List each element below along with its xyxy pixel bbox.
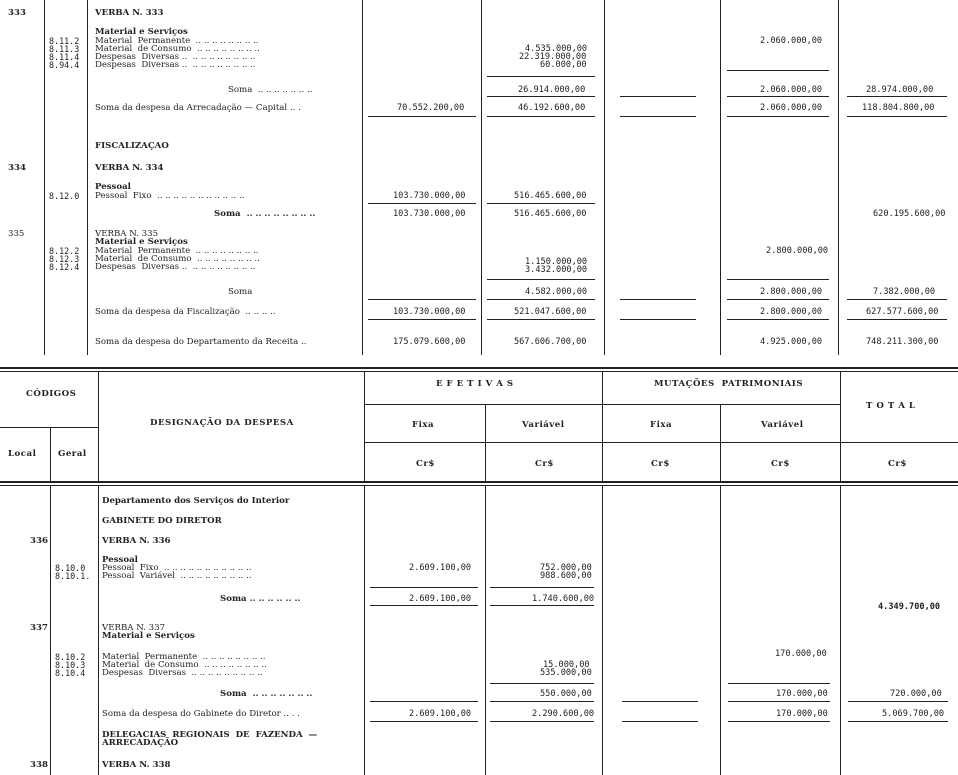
soma-335-v2: 4.582.000,00 [525, 287, 588, 297]
code-8-10-0: 8.10.0 [55, 563, 86, 573]
rule-arr-v2a [487, 96, 595, 97]
hdr-rule-codigos [0, 427, 98, 428]
hdr-rule-var-mfixa [602, 371, 603, 481]
b-rule-desc-fixa [364, 486, 365, 775]
rule-arr-mfb [620, 116, 696, 117]
hdr-rule-desc-fixa [364, 371, 365, 481]
fiscalizacao-heading: FISCALIZAÇAO [95, 141, 169, 151]
rule-gab-mvb [728, 721, 830, 722]
rule-arr-v2b [487, 116, 595, 117]
code-8-94-4: 8.94.4 [49, 60, 80, 70]
header-bottom-rule-2 [0, 485, 958, 486]
b-rule-var-mfixa [602, 486, 603, 775]
gabinete-total: 5.069.700,00 [882, 709, 945, 719]
receita-v1: 175.079.600,00 [393, 337, 466, 347]
hdr-rule-efetivas [364, 404, 840, 405]
verba-333-code: 333 [8, 8, 26, 18]
soma-335-mv: 2.800.000,00 [760, 287, 823, 297]
verba-336-title: VERBA N. 336 [102, 536, 171, 546]
code-8-10-3: 8.10.3 [55, 660, 86, 670]
soma-334-v1: 103.730.000,00 [393, 209, 466, 219]
soma-337-total: 720.000,00 [890, 689, 942, 699]
rule-334-v2 [487, 203, 595, 204]
verba-336-code: 336 [30, 536, 48, 546]
verba-337-code: 337 [30, 623, 48, 633]
rule-335-mv [727, 279, 829, 280]
receita-sum-label: Soma da despesa do Departamento da Receita .. [95, 337, 307, 347]
v2-8-12-3: 1.150.000,00 [525, 257, 588, 267]
code-8-10-2: 8.10.2 [55, 652, 86, 662]
pessoal-336: Pessoal [102, 555, 138, 565]
rule-gab-v1b [370, 721, 478, 722]
label-8-12-0: Pessoal Fixo .. .. .. .. .. .. .. .. .. .. .. [95, 191, 245, 201]
pessoal-334: Pessoal [95, 182, 131, 192]
soma-337-mv: 170.000,00 [776, 689, 828, 699]
v2-8-94-4: 60.000,00 [540, 60, 587, 70]
rule-gab-tb [848, 721, 948, 722]
rule-335-v2 [487, 279, 595, 280]
gabinete-mv: 170.000,00 [776, 709, 828, 719]
local-heading: Local [8, 449, 37, 459]
v1-8-10-0: 2.609.100,00 [409, 563, 472, 573]
mat-serv-337: Material e Serviços [102, 631, 195, 641]
variavel-heading: Variável [522, 420, 565, 430]
rule-gab-v2b [490, 721, 594, 722]
verba-333-title: VERBA N. 333 [95, 8, 164, 18]
code-8-11-4: 8.11.4 [49, 52, 80, 62]
gabinete-v2: 2.290.600,00 [532, 709, 595, 719]
v2-8-10-4: 535.000,00 [540, 668, 592, 678]
label-8-10-3: Material de Consumo .. .. .. .. .. .. .. .. [102, 660, 267, 670]
label-8-10-0: Pessoal Fixo .. .. .. .. .. .. .. .. .. .. .. [102, 563, 252, 573]
hdr-rule-mvar-total [840, 371, 841, 481]
currency-fixa: Cr$ [416, 459, 435, 469]
label-8-10-4: Despesas Diversas .. .. .. .. .. .. .. .. .. [102, 668, 263, 678]
rule-mvar-total [838, 0, 839, 355]
currency-mvariavel: Cr$ [771, 459, 790, 469]
soma-335-total: 7.382.000,00 [873, 287, 936, 297]
mat-serv-333: Material e Serviços [95, 27, 188, 37]
soma-333-mv: 2.060.000,00 [760, 85, 823, 95]
soma-334-label: Soma .. .. .. .. .. .. .. .. [214, 209, 316, 219]
soma-334-total: 620.195.600,00 [873, 209, 946, 219]
code-8-11-2: 8.11.2 [49, 36, 80, 46]
fiscalizacao-total: 627.577.600,00 [866, 307, 939, 317]
dept-heading: Departamento dos Serviços do Interior [102, 496, 290, 506]
rule-fixa-var [481, 0, 482, 355]
soma-334-v2: 516.465.600,00 [514, 209, 587, 219]
rule-fisc-v1b [368, 319, 476, 320]
rule-arr-ta [847, 96, 947, 97]
fixa-heading: Fixa [412, 420, 435, 430]
efetivas-heading: E F E T I V A S [436, 379, 514, 389]
rule-gab-mfb [622, 721, 698, 722]
soma-333-total: 28.974.000,00 [866, 85, 934, 95]
label-8-12-3: Material de Consumo .. .. .. .. .. .. .. .. [95, 254, 260, 264]
mv-8-10-2: 170.000,00 [775, 649, 827, 659]
verba-335-code: 335 [8, 229, 25, 239]
code-8-11-3: 8.11.3 [49, 44, 80, 54]
soma-336-v1: 2.609.100,00 [409, 594, 472, 604]
variavel2-heading: Variável [761, 420, 804, 430]
mat-serv-335: Material e Serviços [95, 237, 188, 247]
code-8-12-0: 8.12.0 [49, 191, 80, 201]
fiscalizacao-v2: 521.047.600,00 [514, 307, 587, 317]
fiscalizacao-v1: 103.730.000,00 [393, 307, 466, 317]
fixa2-heading: Fixa [650, 420, 673, 430]
receita-total: 748.211.300,00 [866, 337, 939, 347]
v2-8-12-0: 516.465.600,00 [514, 191, 587, 201]
soma-333-v2: 26.914.000,00 [518, 85, 586, 95]
rule-fisc-v2a [487, 299, 595, 300]
rule-gab-mfa [622, 701, 698, 702]
v2-8-11-3: 4.535.000,00 [525, 44, 588, 54]
v2-8-10-3: 15.000,00 [543, 660, 590, 670]
rule-337-mv [728, 683, 830, 684]
v2-8-12-4: 3.432.000,00 [525, 265, 588, 275]
arrecadacao-v2: 46.192.600,00 [518, 103, 586, 113]
rule-336-v1b [370, 605, 478, 606]
label-8-12-4: Despesas Diversas .. .. .. .. .. .. .. .. .. [95, 262, 256, 272]
label-8-10-2: Material Permanente .. .. .. .. .. .. .. .. [102, 652, 266, 662]
rule-arr-tb [847, 116, 947, 117]
delegacias-heading-2: ARRECADAÇÃO [102, 738, 179, 748]
code-8-12-4: 8.12.4 [49, 262, 80, 272]
rule-local-geral [44, 0, 45, 355]
designacao-heading: DESIGNAÇÃO DA DESPESA [150, 418, 294, 428]
currency-mfixa: Cr$ [651, 459, 670, 469]
soma-335-label: Soma [228, 287, 253, 297]
fiscalizacao-sum-label: Soma da despesa da Fiscalização .. .. .. .. [95, 307, 276, 317]
rule-gab-v2a [490, 701, 594, 702]
header-bottom-rule [0, 481, 958, 483]
rule-soma333-mv [727, 70, 829, 71]
verba-338-code: 338 [30, 760, 48, 770]
rule-334-v1 [368, 203, 476, 204]
v2-8-10-1: 988.600,00 [540, 571, 592, 581]
soma-333-label: Soma .. .. .. .. .. .. .. [228, 85, 313, 95]
rule-336-v1 [370, 587, 478, 588]
verba-334-code: 334 [8, 163, 26, 173]
b-rule-local-geral [50, 486, 51, 775]
b-rule-mfixa-mvar [720, 486, 721, 775]
rule-336-v2 [490, 587, 594, 588]
verba-338-title: VERBA N. 338 [102, 760, 171, 770]
hdr-rule-geral-desc [98, 371, 99, 481]
rule-fisc-mfb [620, 319, 696, 320]
gabinete-v1: 2.609.100,00 [409, 709, 472, 719]
rule-fisc-ta [847, 299, 947, 300]
soma-337-label: Soma .. .. .. .. .. .. .. [220, 689, 313, 699]
fiscalizacao-mv: 2.800.000,00 [760, 307, 823, 317]
rule-soma333-v2 [487, 76, 595, 77]
mv-8-12-2: 2.800.000,00 [766, 246, 829, 256]
b-rule-mvar-total [840, 486, 841, 775]
rule-fisc-mva [727, 299, 829, 300]
rule-arr-mfa [620, 96, 696, 97]
v1-8-12-0: 103.730.000,00 [393, 191, 466, 201]
rule-desc-fixa [362, 0, 363, 355]
arrecadacao-label: Soma da despesa da Arrecadação — Capital .. . [95, 103, 301, 113]
mutacoes-heading: MUTAÇÕES PATRIMONIAIS [654, 379, 804, 389]
codigos-heading: CÓDIGOS [26, 389, 77, 399]
geral-heading: Geral [58, 449, 87, 459]
label-8-94-4: Despesas Diversas .. .. .. .. .. .. .. .. .. [95, 60, 256, 70]
label-8-11-2: Material Permanente .. .. .. .. .. .. .. .. [95, 36, 259, 46]
hdr-rule-local-geral [50, 427, 51, 481]
rule-arr-mvb [727, 116, 829, 117]
rule-geral-desc [87, 0, 88, 355]
currency-variavel: Cr$ [535, 459, 554, 469]
rule-arr-v1b [368, 116, 476, 117]
hdr-rule-fixa [364, 442, 958, 443]
rule-gab-v1a [370, 701, 478, 702]
soma-336-v2: 1.740.600,00 [532, 594, 595, 604]
v2-8-11-4: 22.319.000,00 [519, 52, 587, 62]
rule-gab-mva [728, 701, 830, 702]
code-8-10-4: 8.10.4 [55, 668, 86, 678]
code-8-12-3: 8.12.3 [49, 254, 80, 264]
verba-337-title: VERBA N. 337 [102, 623, 166, 633]
rule-336-v2b [490, 605, 594, 606]
receita-mv: 4.925.000,00 [760, 337, 823, 347]
b-rule-geral-desc [98, 486, 99, 775]
total-heading: T O T A L [866, 401, 916, 411]
code-8-12-2: 8.12.2 [49, 246, 80, 256]
rule-fisc-v2b [487, 319, 595, 320]
gabinete-sum-label: Soma da despesa do Gabinete do Diretor .. . . [102, 709, 300, 719]
header-top-rule-2 [0, 371, 958, 372]
label-8-12-2: Material Permanente .. .. .. .. .. .. .. .. [95, 246, 259, 256]
rule-fisc-v1a [368, 299, 476, 300]
soma-337-v2: 550.000,00 [540, 689, 592, 699]
rule-var-mfixa [604, 0, 605, 355]
rule-mfixa-mvar [720, 0, 721, 355]
soma-336-label: Soma .. .. .. .. .. .. [220, 594, 301, 604]
rule-fisc-tb [847, 319, 947, 320]
arrecadacao-mv: 2.060.000,00 [760, 103, 823, 113]
verba-334-title: VERBA N. 334 [95, 163, 164, 173]
code-8-10-1: 8.10.1. [55, 571, 91, 581]
arrecadacao-total: 118.804.800,00 [862, 103, 935, 113]
label-8-10-1: Pessoal Variável .. .. .. .. .. .. .. .. .. [102, 571, 252, 581]
b-rule-fixa-var [485, 486, 486, 775]
arrecadacao-v1: 70.552.200,00 [397, 103, 465, 113]
rule-gab-ta [848, 701, 948, 702]
rule-fisc-mfa [620, 299, 696, 300]
rule-arr-mva [727, 96, 829, 97]
rule-fisc-mvb [727, 319, 829, 320]
currency-total: Cr$ [888, 459, 907, 469]
header-top-rule [0, 367, 958, 369]
label-8-11-4: Despesas Diversas .. .. .. .. .. .. .. .. .. [95, 52, 256, 62]
gabinete-heading: GABINETE DO DIRETOR [102, 516, 222, 526]
label-8-11-3: Material de Consumo .. .. .. .. .. .. .. .. [95, 44, 260, 54]
soma-336-total: 4.349.700,00 [878, 602, 941, 612]
mv-8-11-2: 2.060.000,00 [760, 36, 823, 46]
receita-v2: 567.606.700,00 [514, 337, 587, 347]
rule-337-v2 [490, 683, 594, 684]
v2-8-10-0: 752.000,00 [540, 563, 592, 573]
delegacias-heading-1: DELEGACIAS REGIONAIS DE FAZENDA — [102, 730, 318, 740]
verba-335-title: VERBA N. 335 [95, 229, 159, 239]
